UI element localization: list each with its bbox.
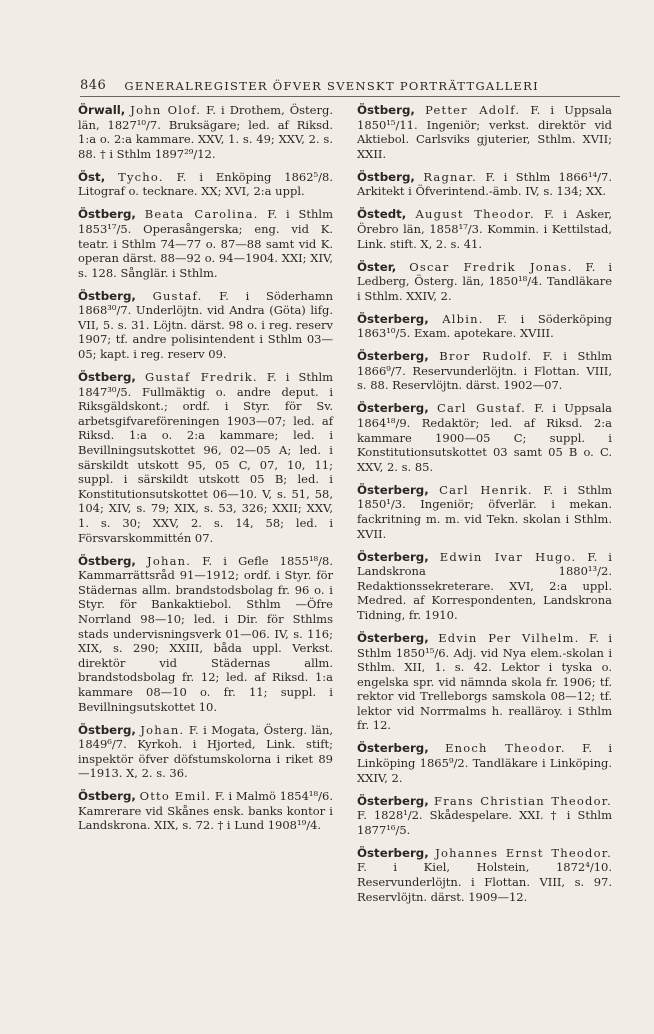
entry-text: F. i Linköping 1865⁹/2. Tandläkare i Linköping. XXIV, 2. (357, 741, 613, 785)
entry-text: F. i Enköping 1862⁵/8. Litograf o. tecknare. XX; XVI, 2:a uppl. (78, 169, 334, 199)
entry-body (357, 349, 612, 393)
entry-surname: Öst, (78, 169, 106, 184)
register-entry (78, 207, 333, 280)
entry-text: F. i Sthlm 1847³⁰/5. Fullmäktig o. andre deput. i Riksgäldskont.; ordf. i Styr. för Sv. arbetsgifvareföreningen 1903—07; led. af Riksd. 1:a o. 2:a kammare; led. i Bevillningsutskottet 96, 02—05 A; led. i särskildt utskott 95, 05 C, 07, 10, 11; suppl. i särskildt utskott 05 B; led. i Konstitutionsutskottet 06—10. V, s. 51, 58, 104; XIV, s. 79; XIX, s. 53, 326; XXII; XXV, 1. s. 30; XXV, 2. s. 14, 58; led. i Försvarskommittén 07. (78, 370, 334, 545)
register-entry (78, 289, 333, 362)
register-entry (357, 349, 612, 393)
register-entry (78, 554, 333, 715)
register-entry (357, 401, 612, 474)
entry-text: F. i Sthlm 1850¹/3. Ingeniör; öfverlär. i mekan. fackritning m. m. vid Tekn. skolan i Sthlm. XVII. (357, 482, 612, 541)
entry-text: F. i Kiel, Holstein, 1872⁴/10. Reservunderlöjtn. i Flottan. VIII, s. 97. Reservlöjtn. därst. 1909—12. (357, 860, 612, 904)
entry-given-names: Beata Carolina. (144, 207, 259, 222)
register-entry (357, 846, 612, 904)
entry-surname: Österberg, (357, 549, 429, 564)
entry-given-names: Frans Christian Theodor. (434, 793, 612, 808)
entry-surname: Östberg, (78, 288, 136, 303)
register-entry (78, 170, 333, 199)
entry-given-names: Gustaf. (152, 288, 203, 303)
entry-body (357, 103, 612, 161)
register-entry (78, 103, 333, 161)
entry-body (78, 723, 333, 781)
entry-body (78, 554, 333, 715)
entry-surname: Örwall, (78, 103, 126, 117)
register-entry (357, 260, 612, 304)
entry-body (357, 312, 612, 341)
entry-surname: Österberg, (357, 401, 429, 416)
entry-text: F. i Mogata, Österg. län, 1849⁶/7. Kyrkoh. i Hjorted, Link. stift; inspektör öfver döfstumskolorna i riket 89—1913. X, 2. s. 36. (78, 722, 334, 781)
entry-body (357, 631, 612, 733)
left-column (78, 103, 333, 841)
register-entry (357, 207, 612, 251)
register-entry (357, 483, 612, 541)
register-entry (357, 631, 612, 733)
entry-body (78, 207, 333, 280)
entry-given-names: Carl Henrik. (439, 482, 533, 497)
right-column (357, 103, 612, 913)
entry-body (357, 207, 612, 251)
entry-body (357, 794, 612, 838)
entry-text: F. i Drothem, Österg. län, 1827¹⁰/7. Bruksägare; led. af Riksd. 1:a o. 2:a kammare. XXV, 1. s. 49; XXV, 2. s. 88. † i Sthlm 1897²⁹/12. (78, 103, 333, 161)
entry-text: F. i Söderköping 1863¹⁰/5. Exam. apotekare. XVIII. (357, 311, 612, 341)
register-entry (357, 550, 612, 623)
running-head: GENERALREGISTER ÖFVER SVENSKT PORTRÄTTGALLERI (124, 79, 539, 93)
register-entry (357, 103, 612, 161)
entry-surname: Österberg, (357, 845, 429, 860)
entry-surname: Östberg, (78, 370, 136, 385)
entry-body (357, 550, 612, 623)
register-entry (78, 723, 333, 781)
entry-text: F. i Malmö 1854¹⁸/6. Kamrerare vid Skånes ensk. banks kontor i Landskrona. XIX, s. 72. † i Lund 1908¹⁹/4. (78, 789, 333, 833)
entry-text: F. 1828¹/2. Skådespelare. XXI. † i Sthlm 1877¹⁶/5. (357, 808, 612, 837)
entry-body (357, 483, 612, 541)
entry-surname: Österberg, (357, 630, 429, 645)
entry-given-names: Johan. (147, 553, 192, 568)
entry-text: F. i Uppsala 1850¹⁵/11. Ingeniör; verkst. direktör vid Aktiebol. Carlsviks gjuterier, Sthlm. XVII; XXII. (357, 103, 613, 161)
entry-body (78, 170, 333, 199)
entry-surname: Öster, (357, 259, 397, 274)
entry-given-names: Albin. (442, 311, 484, 326)
entry-given-names: Otto Emil. (139, 789, 212, 804)
entry-surname: Östberg, (78, 789, 136, 804)
entry-surname: Österberg, (357, 349, 429, 364)
entry-text: F. i Sthlm 1866⁹/7. Reservunderlöjtn. i Flottan. VIII, s. 88. Reservlöjtn. därst. 1902—07. (357, 349, 612, 393)
entry-text: F. i Sthlm 1850¹⁵/6. Adj. vid Nya elem.-skolan i Sthlm. XII, 1. s. 42. Lektor i tyska o. engelska spr. vid nämnda skola fr. 1906; tf. rektor vid Trelleborgs samskola 08—12; tf. lektor vid Norrmalms h. realläroy. i Sthlm fr. 12. (357, 630, 612, 733)
entry-given-names: Enoch Theodor. (445, 741, 566, 756)
entry-given-names: Johannes Ernst Theodor. (435, 845, 613, 860)
register-entry (78, 370, 333, 545)
entry-surname: Östberg, (357, 169, 415, 184)
entry-body (357, 260, 612, 304)
register-entry (78, 789, 333, 833)
entry-body (78, 789, 333, 833)
entry-given-names: John Olof. (130, 103, 202, 117)
register-entry (357, 312, 612, 341)
page-number: 846 (80, 78, 107, 93)
entry-surname: Östedt, (357, 207, 407, 222)
entry-text: F. i Uppsala 1864¹⁸/9. Redaktör; led. af Riksd. 2:a kammare 1900—05 C; suppl. i Konstitutionsutskottet 03 samt 05 B o. C. XXV, 2. s. 85. (357, 401, 613, 474)
entry-given-names: Petter Adolf. (425, 103, 521, 117)
register-entry (357, 170, 612, 199)
register-entry (357, 794, 612, 838)
entry-body (78, 370, 333, 545)
entry-text: F. i Söderhamn 1868³⁰/7. Underlöjtn. vid Andra (Göta) lifg. VII, 5. s. 31. Löjtn. därst. 98 o. i reg. reserv 1907; tf. andre polisintendent i Sthlm 03—05; kapt. i reg. reserv 09. (78, 288, 334, 362)
entry-surname: Österberg, (357, 741, 429, 756)
entry-surname: Östberg, (78, 553, 136, 568)
entry-body (357, 846, 612, 904)
entry-given-names: Oscar Fredrik Jonas. (409, 259, 573, 274)
entry-surname: Östberg, (78, 722, 136, 737)
register-entry (357, 741, 612, 785)
entry-body (357, 741, 612, 785)
entry-given-names: Tycho. (118, 169, 164, 184)
entry-body (78, 289, 333, 362)
entry-given-names: August Theodor. (415, 207, 535, 222)
entry-body (357, 401, 612, 474)
entry-given-names: Ragnar. (423, 169, 478, 184)
entry-surname: Österberg, (357, 482, 429, 497)
entry-given-names: Bror Rudolf. (439, 349, 533, 364)
entry-body (78, 103, 333, 161)
entry-text: F. i Ledberg, Österg. län, 1850¹⁸/4. Tandläkare i Sthlm. XXIV, 2. (357, 259, 613, 303)
entry-surname: Österberg, (357, 793, 429, 808)
entry-surname: Östberg, (78, 207, 136, 222)
entry-body (357, 170, 612, 199)
entry-surname: Östberg, (357, 103, 415, 117)
entry-text: F. i Sthlm 1853¹⁷/5. Operasångerska; eng. vid K. teatr. i Sthlm 74—77 o. 87—88 samt vid K. operan därst. 88—92 o. 94—1904. XXI; XIV, s. 128. Sånglär. i Sthlm. (78, 207, 333, 280)
entry-given-names: Carl Gustaf. (436, 401, 526, 416)
entry-given-names: Edvin Per Vilhelm. (438, 630, 580, 645)
page-header (80, 74, 620, 97)
entry-given-names: Edwin Ivar Hugo. (439, 549, 577, 564)
entry-text: F. i Sthlm 1866¹⁴/7. Arkitekt i Öfverintend.-ämb. IV, s. 134; XX. (357, 169, 613, 199)
entry-given-names: Johan. (140, 722, 185, 737)
entry-text: F. i Gefle 1855¹⁸/8. Kammarrättsråd 91—1912; ordf. i Styr. för Städernas allm. brandstodsbolag fr. 96 o. i Styr. för Bankaktiebol. Sthlm —Öfre Norrland 98—10; led. i Dir. för Sthlms stads undervisningsverk 01—06. IV, s. 116; XIX, s. 290; XXIII, båda uppl. Verkst. direktör vid Städernas allm. brandstodsbolag fr. 12; led. af Riksd. 1:a kammare 08—10 o. fr. 11; suppl. i Bevillningsutskottet 10. (78, 553, 334, 714)
entry-text: F. i Landskrona 1880¹³/2. Redaktionssekreterare. XVI, 2:a uppl. Medred. af Korrespondenten, Landskrona Tidning, fr. 1910. (357, 549, 612, 622)
entry-given-names: Gustaf Fredrik. (144, 370, 258, 385)
entry-surname: Österberg, (357, 311, 429, 326)
entry-text: F. i Asker, Örebro län, 1858¹⁷/3. Kommin. i Kettilstad, Link. stift. X, 2. s. 41. (357, 207, 613, 251)
